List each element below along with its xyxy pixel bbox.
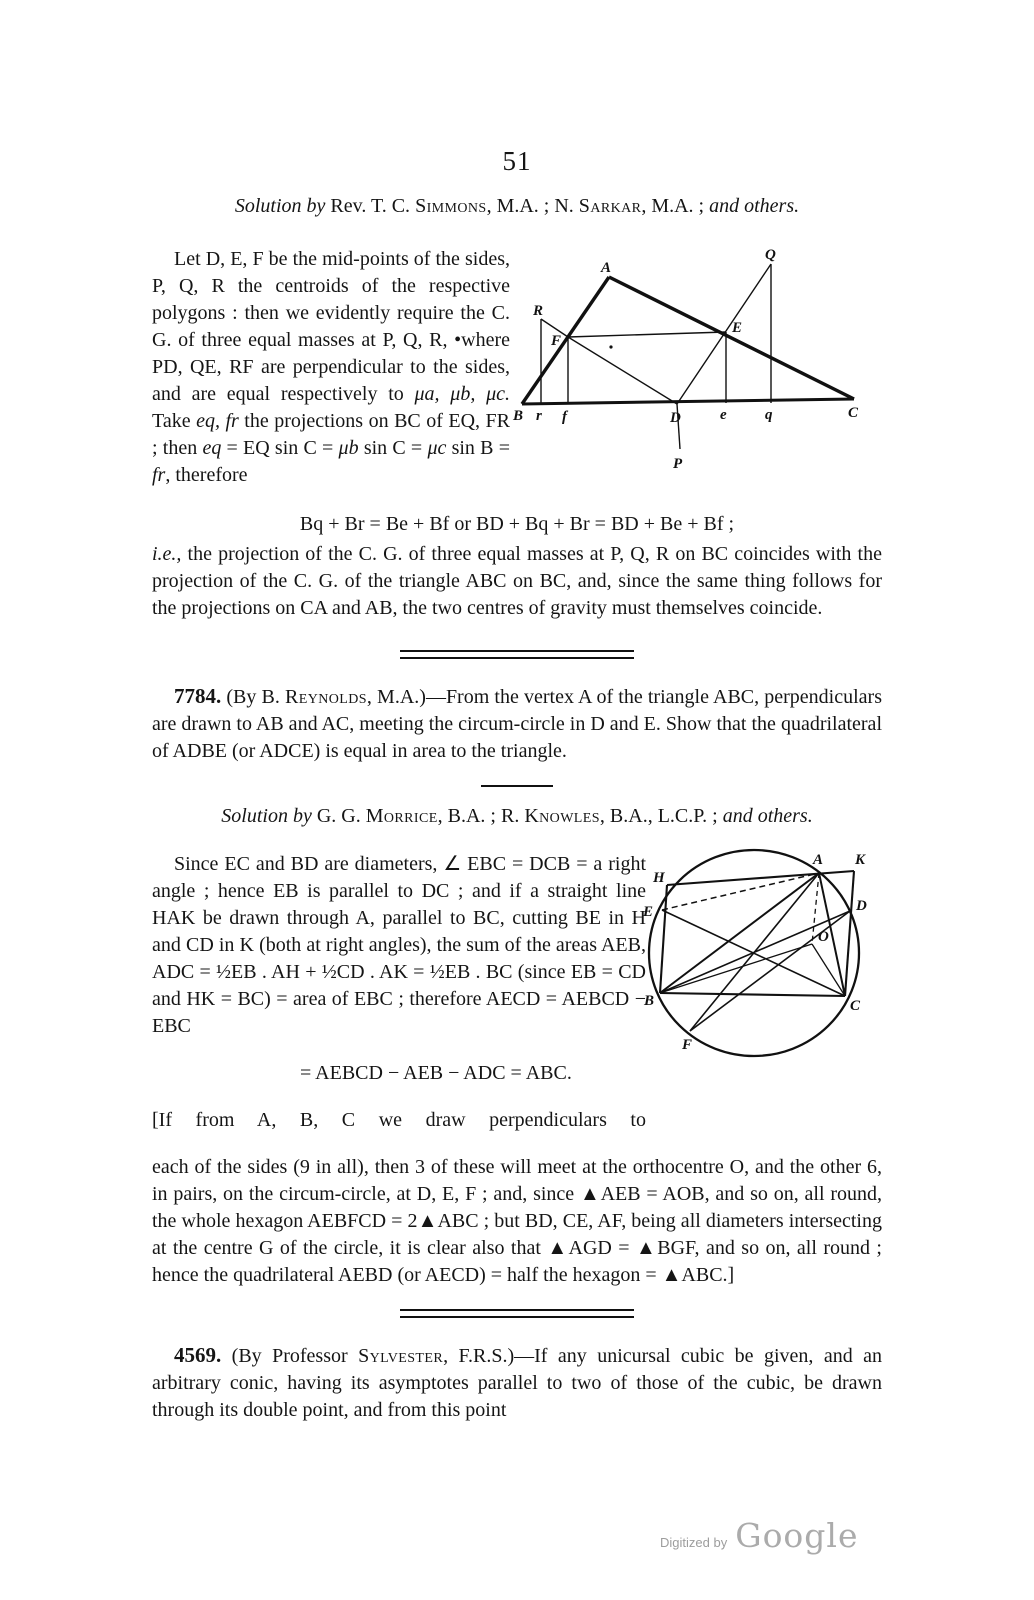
fig2-line-BC [660,993,845,996]
fig2-label-B: B [644,993,655,1009]
problem-7784: 7784. (By B. Reynolds, M.A.)—From the vertex A of the triangle ABC, perpendiculars are drawn to AB and AC, meeting the circum-circle in D and E. Show that the quadrilateral of ADBE (or ADCE) is equal in area to the triangle. [152,684,882,762]
fig2-label-D: D [856,898,867,914]
solution1-text-column [152,226,510,509]
fig1-dot [609,345,612,348]
fig1-label-f: f [562,409,567,425]
circle-figure-svg [640,840,880,1068]
solution2-text-column [152,831,646,1134]
circle-figure [643,831,882,1134]
short-rule [481,785,553,787]
fig1-label-e: e [720,407,727,423]
fig2-label-H: H [653,870,665,886]
fig1-side-BC [522,399,854,404]
fig1-label-D: D [670,410,681,426]
triangle-figure [510,226,882,509]
solution2-equation: = AEBCD − AEB − ADC = ABC. [300,1062,572,1084]
fig2-line-OB [660,944,812,993]
scanned-page [152,0,882,1444]
section-divider-2 [400,1309,634,1318]
fig1-label-q: q [765,407,773,423]
section-divider-1 [400,650,634,659]
digitized-by-text: Digitized by [660,1535,728,1550]
digitized-watermark [660,1516,920,1555]
solution1-block [152,226,882,509]
fig1-line-DQ [677,264,771,404]
solution1-paragraph: Let D, E, F be the mid-points of the sides, P, Q, R the centroids of the respective polygons : then we evidently require the C. G. of three equal masses at P, Q, R, •where PD, QE, RF are perpendicular to the sides, and are equal respectively to μa, μb, μc. Take eq, fr the projections on BC of EQ, FR ; then eq = EQ sin C = μb sin C = μc sin B = fr, therefore [152,248,511,486]
solution2-paragraph: Since EC and BD are diameters, ∠ EBC = DCB = a right angle ; hence EB is parallel to DC ; and if a straight line HAK be drawn through A, parallel to BC, cutting BE in H and CD in K (both at right angles), the sum of the areas AEB, ADC = ½EB . AH + ½CD . AK = ½EB . BC (since EB = CD and HK = BC) = area of EBC ; therefore AECD = AEBCD − EBC [152,853,646,1037]
fig1-label-F: F [551,333,562,349]
fig2-label-C: C [850,998,861,1014]
fig2-line-AB [660,873,819,993]
fig1-label-A: A [601,260,612,276]
fig1-side-AC [609,277,854,399]
solution2-block [152,831,882,1134]
problem-4569: 4569. (By Professor Sylvester, F.R.S.)—If any unicursal cubic be given, and an arbitrary conic, having its asymptotes parallel to two of those of the cubic, be drawn through its double point, and from this point [152,1343,883,1421]
fig2-label-O: O [818,929,829,945]
fig1-label-r: r [536,408,542,424]
fig1-label-P: P [673,456,683,472]
page-number: 51 [502,146,532,176]
fig1-side-AB [522,277,609,404]
fig1-line-FD [568,337,677,404]
solution2-header: Solution by G. G. Morrice, B.A. ; R. Knowles, B.A., L.C.P. ; and others. [221,805,813,827]
google-logo: Google [735,1516,859,1555]
fig2-line-KC [845,871,854,996]
fig1-line-FE [568,332,726,337]
fig1-label-Q: Q [765,247,776,263]
fig2-label-A: A [813,852,824,868]
bracket-paragraph-rest: each of the sides (9 in all), then 3 of these will meet at the orthocentre O, and the other 6, in pairs, on the circum-circle, at D, E, F ; and, since ▲AEB = AOB, and so on, all round, the whole hexagon AEBFCD = 2▲ABC ; but BD, CE, AF, being all diameters intersecting at the centre G of the circle, it is clear also that ▲AGD = ▲BGF, and so on, all round ; hence the quadrilateral AEBD (or AECD) = half the hexagon = ▲ABC.] [152,1156,882,1286]
fig1-label-E: E [732,320,743,336]
solution1-header: Solution by Rev. T. C. Simmons, M.A. ; N. Sarkar, M.A. ; and others. [234,195,800,217]
triangle-figure-svg [504,244,904,482]
fig1-label-R: R [533,303,544,319]
fig2-label-K: K [855,852,866,868]
fig1-label-C: C [848,405,859,421]
fig2-label-F: F [682,1037,693,1053]
bracket-paragraph-first-line: [If from A, B, C we draw perpendiculars to [152,1109,646,1131]
fig1-label-B: B [513,408,524,424]
solution1-equation: Bq + Br = Be + Bf or BD + Bq + Br = BD + Be + Bf ; [299,513,735,535]
fig2-label-E: E [643,904,654,920]
solution1-conclusion: i.e., the projection of the C. G. of three equal masses at P, Q, R on BC coincides with the projection of the C. G. of the triangle ABC on BC, and, since the same thing follows for the projections on CA and AB, the two centres of gravity must themselves coincide. [152,543,882,619]
